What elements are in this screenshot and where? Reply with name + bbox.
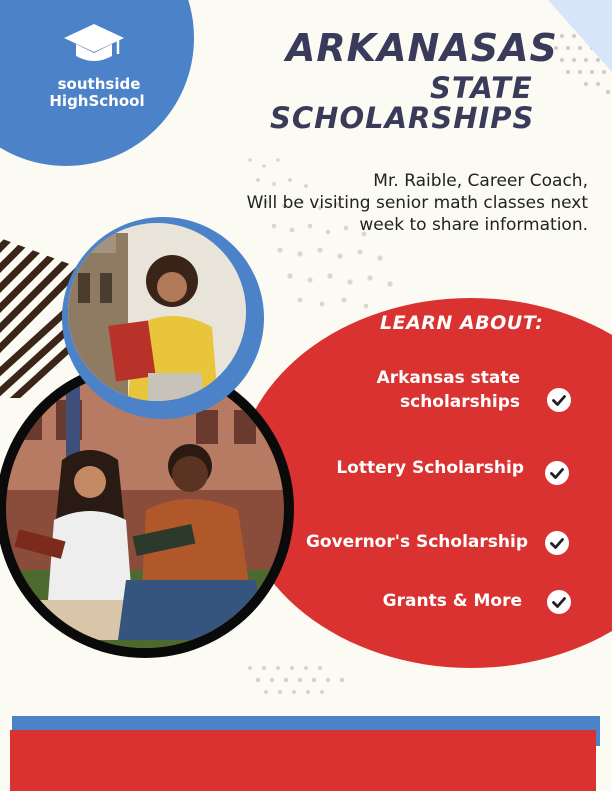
list-item-arkansas-state-scholarships <box>377 366 520 414</box>
list-item-lottery-scholarship <box>336 456 524 480</box>
title-line-2: STATE <box>430 71 533 105</box>
intro-line-2: Will be visiting senior math classes next <box>246 193 588 213</box>
title-line-1: ARKANASAS <box>286 26 558 70</box>
graduation-cap-icon <box>62 22 126 68</box>
list-item-line-1: Arkansas state <box>376 368 520 388</box>
intro-line-3: week to share information. <box>359 215 588 235</box>
check-icon <box>545 461 569 485</box>
learn-about-heading: LEARN ABOUT: <box>380 312 544 334</box>
check-icon <box>547 590 571 614</box>
check-icon <box>545 531 569 555</box>
title-line-3: SCHOLARSHIPS <box>270 101 535 135</box>
list-item-grants-and-more <box>383 589 522 613</box>
list-item-line-2: scholarships <box>400 392 520 412</box>
list-item-line-1: Grants & More <box>382 591 522 611</box>
list-item-line-1: Governor's Scholarship <box>305 532 528 552</box>
list-item-line-1: Lottery Scholarship <box>336 458 524 478</box>
check-icon <box>547 388 571 412</box>
logo-line-1: southside <box>57 75 141 93</box>
intro-line-1: Mr. Raible, Career Coach, <box>373 171 588 191</box>
footer-bar-red <box>10 730 596 791</box>
school-logo-text <box>0 76 194 110</box>
dot-pattern-bottom <box>240 660 400 700</box>
student-with-book-photo <box>68 223 246 401</box>
logo-line-2: HighSchool <box>49 92 145 110</box>
list-item-governors-scholarship <box>306 530 528 554</box>
intro-text <box>247 170 588 236</box>
